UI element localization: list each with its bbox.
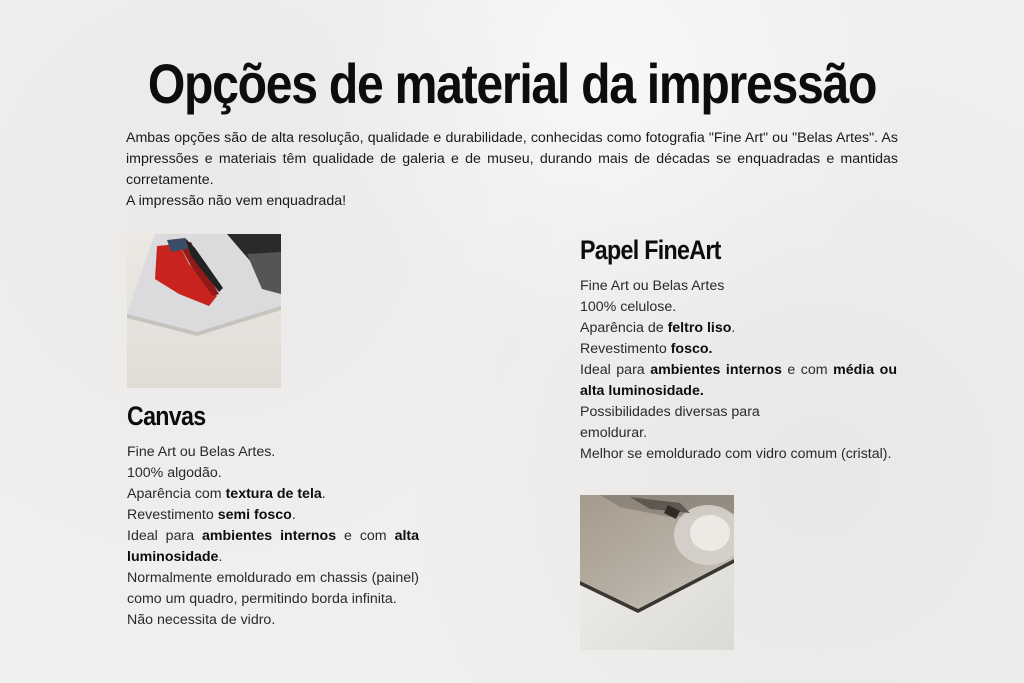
canvas-line <box>127 484 419 505</box>
bold-segment: alta luminosidade <box>127 528 420 565</box>
canvas-line: 100% algodão. <box>127 465 222 481</box>
bold-segment: feltro liso <box>667 320 732 336</box>
intro-note: A impressão não vem enquadrada! <box>126 193 347 209</box>
text-segment: Ideal para <box>580 362 651 378</box>
bold-segment: média ou alta luminosidade. <box>580 362 897 399</box>
fineart-line: 100% celulose. <box>580 299 677 315</box>
text-segment: . <box>218 549 223 565</box>
bold-segment: fosco. <box>670 341 713 357</box>
page-title: Opções de material da impressão <box>147 52 877 115</box>
text-segment: Aparência com <box>127 486 226 502</box>
text-segment: . <box>291 507 296 523</box>
fineart-sample-image <box>580 495 734 650</box>
canvas-line <box>127 526 419 568</box>
fineart-line <box>580 339 897 360</box>
fineart-paper-illustration <box>580 495 734 650</box>
intro-paragraph: Ambas opções são de alta resolução, qualidade e durabilidade, conhecidas como fotografia "Fine Art" ou "Belas Artes". As impressões e materiais têm qualidade de galeria e de museu, durando mais de décadas se enquadradas e mantidas corretamente. <box>126 130 898 188</box>
text-segment: Revestimento <box>127 507 218 523</box>
fineart-line: Fine Art ou Belas Artes <box>580 278 725 294</box>
text-segment: . <box>321 486 326 502</box>
canvas-line: Normalmente emoldurado em chassis (painel) como um quadro, permitindo borda infinita. <box>127 570 419 607</box>
text-segment: . <box>731 320 736 336</box>
fineart-line <box>580 318 897 339</box>
text-segment: e com <box>781 362 834 378</box>
fineart-heading: Papel FineArt <box>580 235 721 265</box>
fineart-line: Melhor se emoldurado com vidro comum (cristal). <box>580 446 892 462</box>
canvas-heading: Canvas <box>127 401 206 431</box>
intro-text <box>126 128 898 212</box>
bold-segment: ambientes internos <box>202 528 337 544</box>
canvas-sample-image <box>127 234 281 388</box>
bold-segment: ambientes internos <box>650 362 782 378</box>
text-segment: e com <box>336 528 395 544</box>
canvas-line: Não necessita de vidro. <box>127 612 276 628</box>
bold-segment: textura de tela <box>225 486 322 502</box>
text-segment: Ideal para <box>127 528 203 544</box>
bold-segment: semi fosco <box>217 507 292 523</box>
canvas-line: Fine Art ou Belas Artes. <box>127 444 276 460</box>
text-segment: Revestimento <box>580 341 671 357</box>
canvas-print-illustration <box>127 234 281 388</box>
fineart-line: Possibilidades diversas para emoldurar. <box>580 404 760 441</box>
fineart-line <box>580 360 897 402</box>
fineart-description <box>580 276 897 465</box>
canvas-line <box>127 505 419 526</box>
text-segment: Aparência de <box>580 320 668 336</box>
canvas-description <box>127 442 419 631</box>
